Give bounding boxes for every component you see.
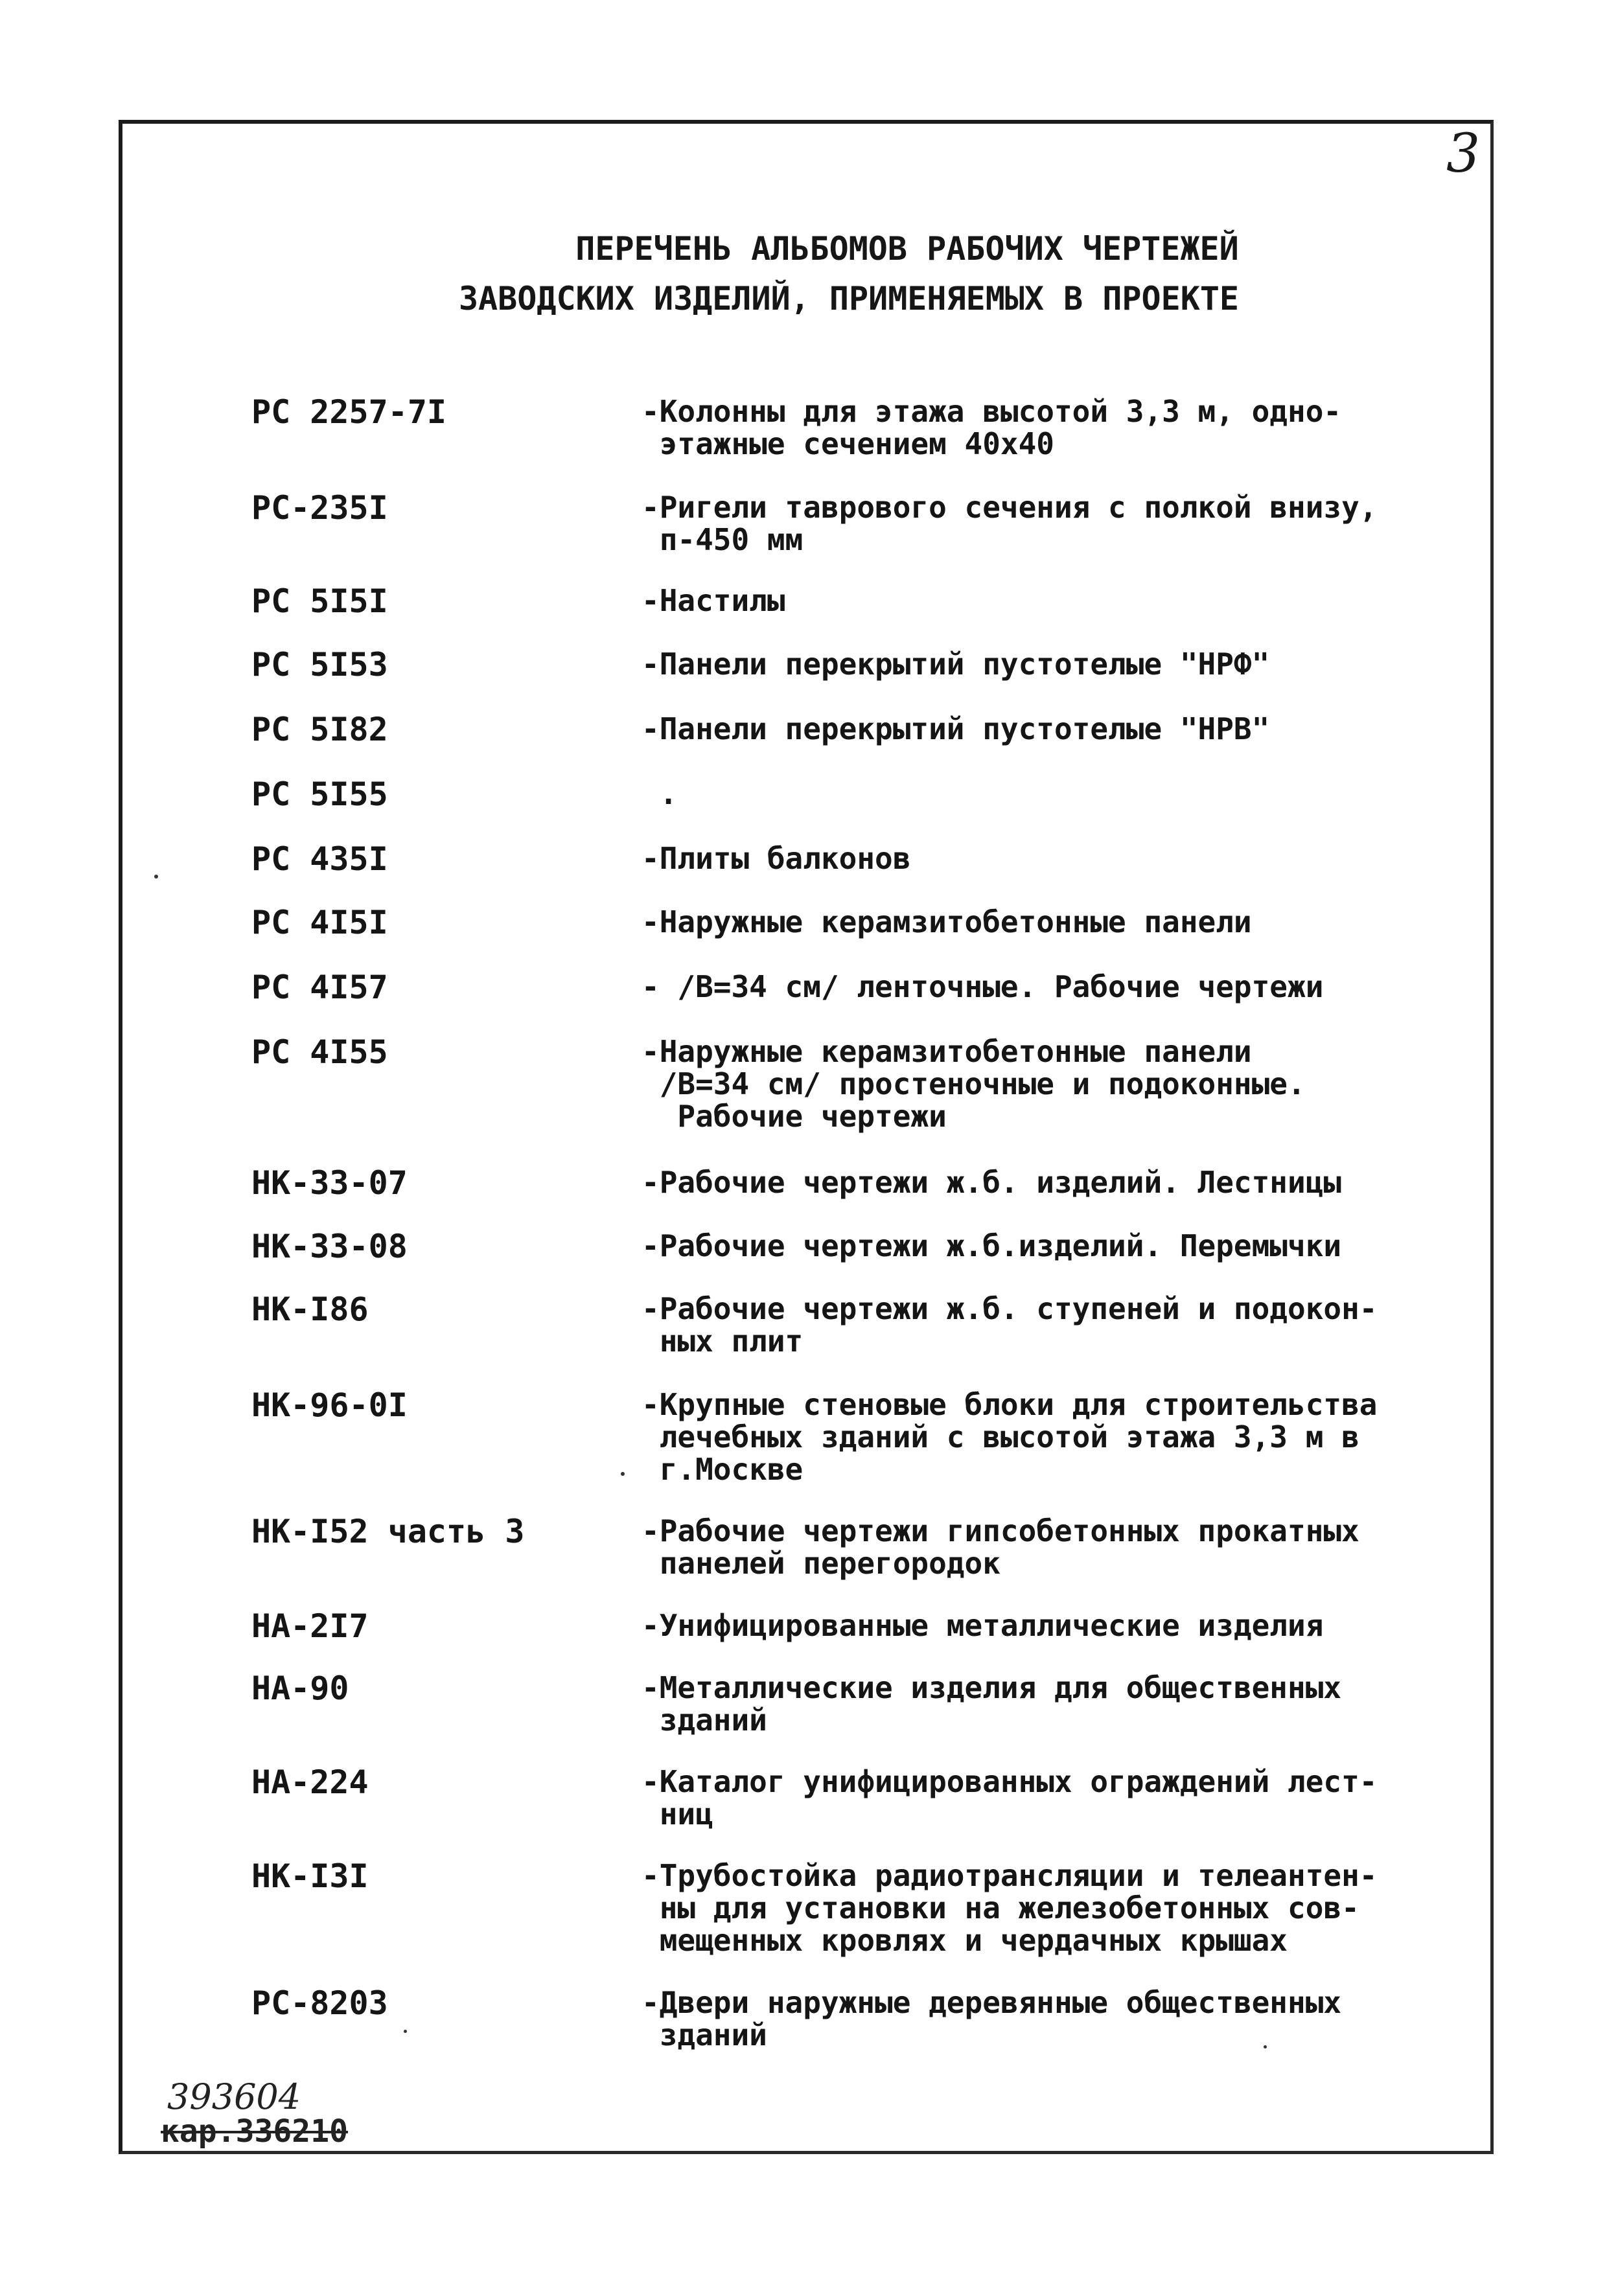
scan-speck [404,2030,407,2033]
item-code: НК-I3I [251,1857,369,1895]
item-description: -Рабочие чертежи ж.б. ступеней и подокон- ных плит [642,1291,1378,1359]
item-code: НА-2I7 [251,1607,369,1645]
item-code: РС 5I82 [251,711,388,748]
item-description: -Двери наружные деревянные общественных зданий [642,1985,1342,2052]
item-code: РС 5I5I [251,582,388,620]
item-code: РС 435I [251,840,388,878]
item-code: НК-I86 [251,1291,369,1328]
title-line-2: ЗАВОДСКИХ ИЗДЕЛИЙ, ПРИМЕНЯЕМЫХ В ПРОЕКТЕ [458,280,1240,317]
item-code: РС-235I [251,489,388,527]
item-description: -Трубостойка радиотрансляции и телеантен- ны для установки на железобетонных сов- мещенных кровлях и чердачных крышах [642,1858,1378,1958]
item-code: РС 4I55 [251,1033,388,1071]
inventory-number: 393604 [167,2076,301,2117]
old-reference: кар.336210 [161,2113,348,2150]
item-description: -Рабочие чертежи гипсобетонных прокатных панелей перегородок [642,1513,1359,1581]
item-description: -Каталог унифицированных ограждений лест- ниц [642,1764,1378,1831]
item-code: НК-33-07 [251,1164,408,1202]
item-description: -Настилы [642,583,785,618]
scan-speck [1264,2045,1267,2049]
item-code: НК-33-08 [251,1228,408,1265]
item-description: -Крупные стеновые блоки для строительства лечебных зданий с высотой этажа 3,3 м в г.Москве [642,1387,1378,1487]
item-description: -Плиты балконов [642,841,911,876]
page-number: 3 [1446,123,1481,185]
item-description: - /В=34 см/ ленточные. Рабочие чертежи [642,969,1324,1004]
item-description: -Металлические изделия для общественных зданий [642,1670,1342,1738]
item-code: НА-90 [251,1670,349,1707]
item-description: -Ригели таврового сечения с полкой внизу, п-450 мм [642,490,1378,557]
item-code: РС-8203 [251,1984,388,2022]
item-description: -Наружные керамзитобетонные панели [642,904,1252,939]
item-code: РС 4I5I [251,904,388,941]
item-code: РС 2257-7I [251,393,447,431]
scan-speck [154,875,158,878]
item-code: РС 5I55 [251,775,388,813]
item-description: -Рабочие чертежи ж.б. изделий. Лестницы [642,1165,1342,1200]
item-description: . [642,776,678,811]
item-code: НА-224 [251,1763,369,1801]
item-description: -Колонны для этажа высотой 3,3 м, одно- этажные сечением 40х40 [642,394,1342,461]
item-code: РС 4I57 [251,969,388,1006]
item-description: -Наружные керамзитобетонные панели /В=34 см/ простеночные и подоконные. Рабочие чертежи [642,1034,1306,1134]
item-description: -Панели перекрытий пустотелые "НРФ" [642,647,1270,682]
item-description: -Рабочие чертежи ж.б.изделий. Перемычки [642,1228,1342,1263]
scan-speck [621,1472,625,1476]
title-line-1: ПЕРЕЧЕНЬ АЛЬБОМОВ РАБОЧИХ ЧЕРТЕЖЕЙ [575,230,1239,268]
item-code: НК-I52 часть 3 [251,1513,525,1550]
item-description: -Панели перекрытий пустотелые "НРВ" [642,711,1270,746]
item-code: РС 5I53 [251,646,388,683]
item-code: НК-96-0I [251,1386,408,1424]
item-description: -Унифицированные металлические изделия [642,1608,1324,1643]
